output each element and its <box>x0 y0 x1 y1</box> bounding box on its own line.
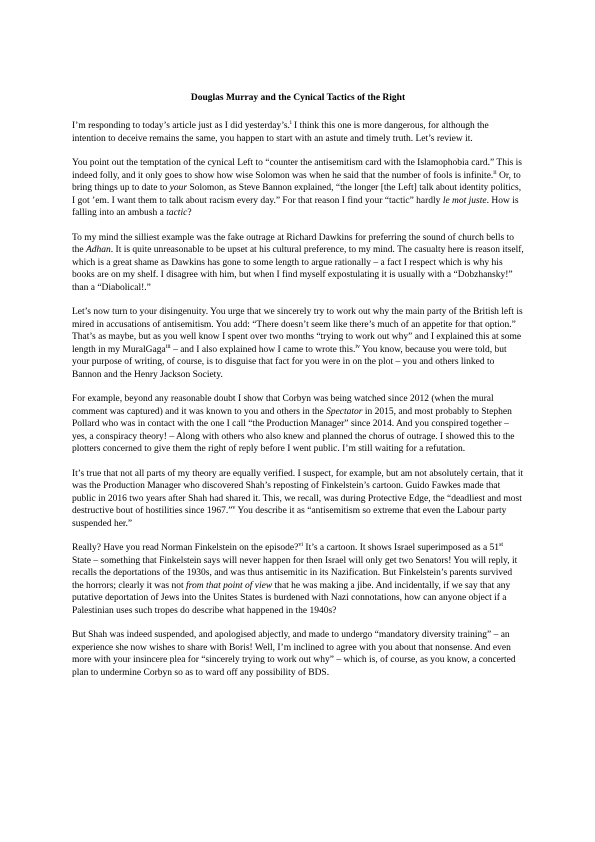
paragraph <box>72 157 524 220</box>
paragraph-text: I’m responding to today’s article just as I did yesterday’s. <box>72 121 290 131</box>
emphasis-text: le mot juste <box>442 195 487 206</box>
paragraph <box>72 120 524 145</box>
emphasis-text: Spectator <box>326 406 363 417</box>
paragraph-text: Let’s now turn to your disingenuity. You urge that we sincerely try to work out why the main party of the British left is mired in accusations of antisemitism. You add: “There doesn’t seem like there’s much of an appetite for that option.” That’s as maybe, but as you well know I spent over two months “trying to work out why” and I explained this at some length in my MuralGaga <box>72 307 523 355</box>
footnote-marker: st <box>499 541 504 548</box>
paragraph-text: – and I also explained how I came to wrote this. <box>170 344 356 355</box>
paragraph-text: You describe it as “antisemitism so extreme that even the Labour party suspended her.” <box>72 506 507 529</box>
paragraph-list <box>72 120 524 679</box>
paragraph-text: State – something that Finkelstein says will never happen for then Israel will only get two Senators! You will reply, it recalls the deportations of the 1930s, and was thus antisemitic in its Nazification. But Finkelstein’s parents survived the horrors; clearly it was not <box>72 555 518 591</box>
paragraph-text: But Shah was indeed suspended, and apologised abjectly, and made to undergo “mandatory diversity training” – an experience she now wishes to share with Boris! Well, I’m inclined to agree with you about that nonsense. And even more with your insincere plea for “sincerely trying to work out why” – which is, of course, as you know, a concerted plan to undermine Corbyn so as to ward off any possibility of BDS. <box>72 630 516 678</box>
emphasis-text: Adhan <box>85 245 111 255</box>
footnote-marker: vi <box>298 541 304 548</box>
document-body <box>72 92 524 691</box>
paragraph-text: Really? Have you read Norman Finkelstein on the episode? <box>72 543 299 553</box>
footnote-marker: ii <box>493 169 497 176</box>
paragraph-text: . It is quite unreasonable to be upset at his cultural preference, to my mind. The casualty here is reason itself, which is a great shame as Dawkins has gone to some length to argue rationally – a fact I respect which is why his books are on my shelf. I disagree with him, but when I find myself expostulating it is usually with a “Dobzhansky!” than a “Diabolical!.” <box>72 245 524 293</box>
footnote-marker: iii <box>165 343 171 350</box>
paragraph-text: that he was making a jibe. And incidentally, if we say that any putative deportation of Jews into the Unites States is burdened with Nazi connotations, how can anyone object if a Palestinian uses such tropes do describe what happened in the 1940s? <box>72 580 511 616</box>
footnote-marker: v <box>232 504 236 511</box>
emphasis-text: your <box>169 183 188 193</box>
paragraph-text: Solomon, as Steve Bannon explained, “the longer [the Left] talk about identity politics, I got ’em. I want them to talk about racism every day.” For that reason I find your “tactic” hardly <box>72 183 522 206</box>
paragraph <box>72 393 524 456</box>
paragraph-text: For example, beyond any reasonable doubt I show that Corbyn was being watched since 2012 (when the mural comment was captured) and it was known to you and others in the <box>72 394 494 417</box>
paragraph-text: To my mind the silliest example was the fake outrage at Richard Dawkins for preferring the sound of church bells to the <box>72 232 515 255</box>
footnote-marker: i <box>289 119 292 126</box>
paragraph <box>72 306 524 381</box>
paragraph-text: Or, to bring things up to date to <box>72 170 521 193</box>
document-title: Douglas Murray and the Cynical Tactics of the Right <box>190 93 406 103</box>
emphasis-text: tactic <box>166 208 188 218</box>
footnote-marker: iv <box>355 343 361 350</box>
paragraph <box>72 542 524 617</box>
paragraph-text: . How is falling into an ambush a <box>72 195 519 218</box>
paragraph-text: It’s true that not all parts of my theory are equally verified. I suspect, for example, but am not absolutely certain, that it was the Production Manager who discovered Shah’s reposting of Finkelstein’s cartoon. Guido Fawkes made that public in 2016 two years after Shah had shared it. This, we recall, was during Protective Edge, the “deadliest and most destructive bout of hostilities since 1967.” <box>72 468 524 516</box>
paragraph-text: It’s a cartoon. It shows Israel superimposed as a 51 <box>303 543 500 553</box>
emphasis-text: from that point of view <box>185 580 273 591</box>
paragraph <box>72 468 524 531</box>
paragraph <box>72 629 524 679</box>
paragraph <box>72 232 524 295</box>
paragraph-text: in 2015, and most probably to Stephen Pollard who was in contact with the one I call “the Production Manager” since 2014. And you conspired together – yes, a conspiracy theory! – Along with others who also knew and planned the chorus of outrage. I showed this to the plotters concerned to give them the right of reply before I went public. I’m still waiting for a refutation. <box>72 406 515 454</box>
paragraph-text: I think this one is more dangerous, for although the intention to deceive remains the same, you happen to start with an astute and timely truth. Let’s review it. <box>72 121 489 144</box>
paragraph-text: You point out the temptation of the cynical Left to “counter the antisemitism card with the Islamophobia card.” This is indeed folly, and it only goes to show how wise Solomon was when he said that the number of fools is infinite. <box>72 158 523 181</box>
paragraph-text: ? <box>187 208 192 218</box>
paragraph-text: You know, because you were told, but your purpose of writing, of course, is to disguise that fact for you were in on the plot – you and others linked to Bannon and the Henry Jackson Society. <box>72 344 507 380</box>
